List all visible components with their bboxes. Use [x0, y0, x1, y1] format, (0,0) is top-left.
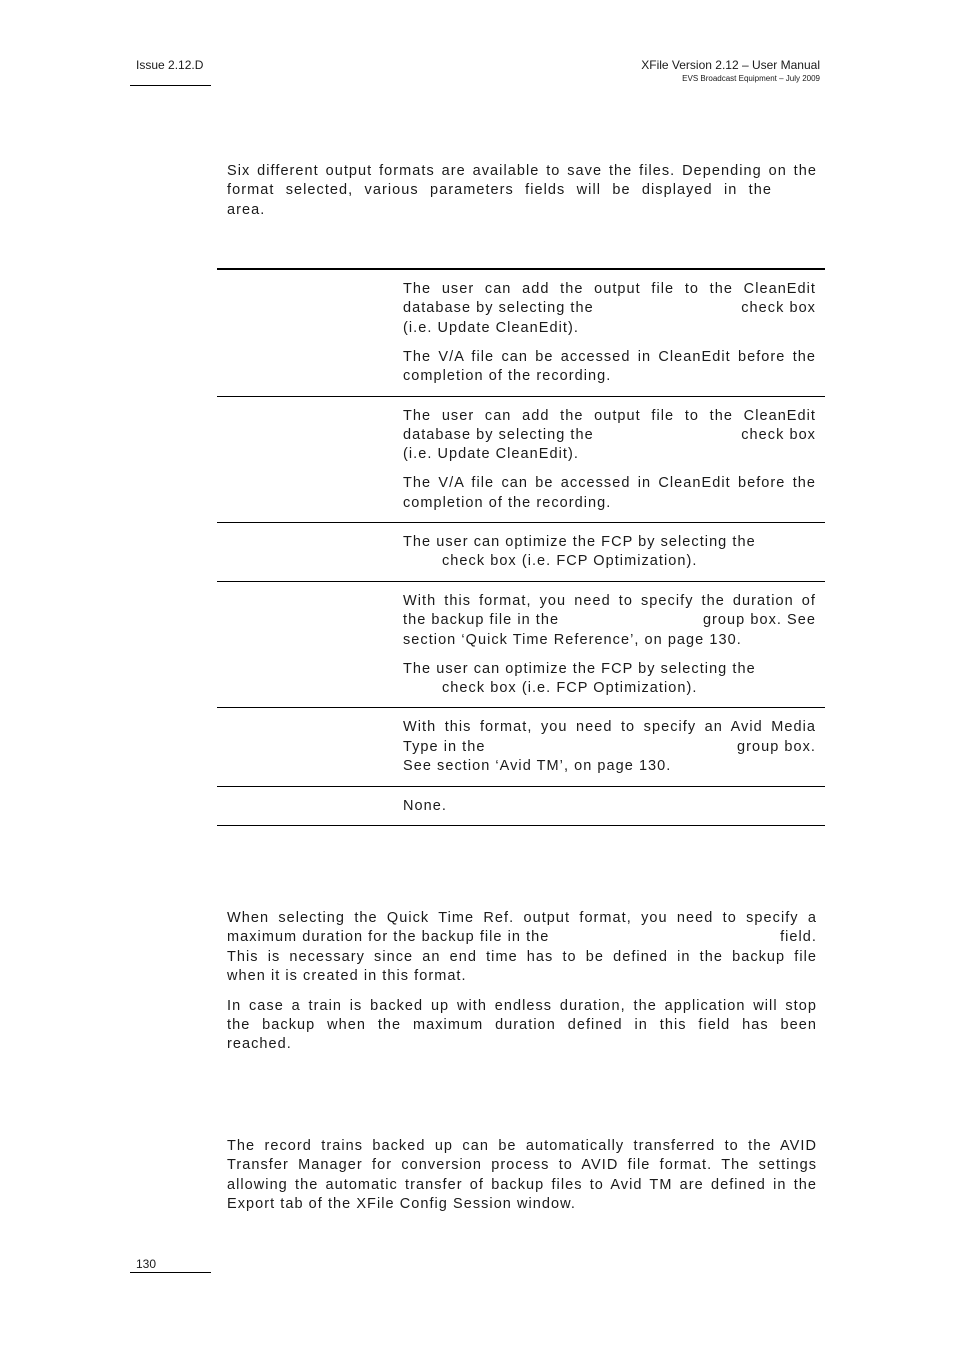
table-row [217, 270, 825, 397]
text-line: Export tab of the XFile Config Session window. [227, 1196, 576, 1213]
text-line: completion of the recording. [403, 494, 612, 511]
text-line: (i.e. Update CleanEdit). [403, 446, 579, 463]
manual-title: XFile Version 2.12 – User Manual [641, 58, 820, 72]
text-line: The V/A file can be accessed in CleanEdit before the [403, 348, 816, 365]
text-line: The user can optimize the FCP by selecting the [403, 660, 756, 677]
text-line: When selecting the Quick Time Ref. output format, you need to specify a [227, 910, 817, 926]
text-line: The user can add the output file to the CleanEdit [403, 407, 816, 424]
body-paragraph [227, 997, 817, 1055]
intro-line: format selected, various parameters fields will be displayed in the [227, 182, 772, 199]
row-paragraph [403, 474, 816, 513]
text-line: This is necessary since an end time has to be defined in the backup file [227, 948, 817, 965]
text-fragment: the backup file in the [403, 612, 560, 629]
table-row [217, 787, 825, 826]
intro-line: Six different output formats are available to save the files. Depending on the [227, 163, 817, 179]
text-fragment: field. [780, 929, 817, 946]
text-line: The V/A file can be accessed in CleanEdit before the [403, 475, 816, 492]
row-paragraph [403, 280, 816, 338]
row-paragraph [403, 533, 816, 572]
text-line: reached. [227, 1036, 292, 1053]
page-number: 130 [136, 1257, 157, 1271]
text-line: completion of the recording. [403, 368, 612, 385]
text-line: the backup when the maximum duration defined in this field has been [227, 1017, 817, 1034]
avid-section [227, 1137, 817, 1225]
row-paragraph [403, 718, 816, 776]
body-paragraph [227, 909, 817, 987]
text-line: The user can add the output file to the CleanEdit [403, 281, 816, 297]
manual-subtitle: EVS Broadcast Equipment – July 2009 [682, 74, 820, 83]
table-row [217, 708, 825, 786]
text-line [227, 928, 817, 947]
intro-line: area. [227, 201, 266, 218]
row-paragraph [403, 348, 816, 387]
row-paragraph [403, 407, 816, 465]
table-row [217, 397, 825, 524]
text-line: See section ‘Avid TM’, on page 130. [403, 758, 672, 775]
text-fragment: check box [741, 426, 816, 443]
text-line: In case a train is backed up with endless duration, the application will stop [227, 997, 817, 1014]
text-fragment: database by selecting the [403, 426, 594, 443]
text-fragment: maximum duration for the backup file in the [227, 929, 550, 946]
row-paragraph [403, 797, 816, 816]
text-line: section ‘Quick Time Reference’, on page 130. [403, 631, 742, 648]
text-line: With this format, you need to specify the duration of [403, 592, 816, 609]
footer-rule [130, 1272, 211, 1273]
text-line: check box (i.e. FCP Optimization). [442, 553, 698, 570]
table-row [217, 523, 825, 582]
text-line [403, 426, 816, 445]
text-fragment: database by selecting the [403, 300, 594, 317]
text-line: The record trains backed up can be automatically transferred to the AVID [227, 1138, 817, 1154]
quicktime-section [227, 909, 817, 1065]
text-line [403, 738, 816, 757]
text-line: check box (i.e. FCP Optimization). [442, 680, 698, 696]
text-line: The user can optimize the FCP by selecting the [403, 534, 756, 551]
header-rule [130, 85, 211, 86]
text-line: None. [403, 797, 447, 814]
text-fragment: group box. See [702, 612, 816, 629]
text-line: allowing the automatic transfer of backup files to Avid TM are defined in the [227, 1176, 817, 1193]
output-formats-table [217, 268, 825, 826]
text-line [403, 299, 816, 318]
text-line: (i.e. Update CleanEdit). [403, 319, 579, 336]
text-fragment: Type in the [403, 738, 486, 755]
row-paragraph [403, 660, 816, 699]
header-block [641, 58, 820, 83]
text-line [403, 611, 816, 630]
issue-label: Issue 2.12.D [136, 58, 204, 72]
text-fragment: group box. [736, 738, 816, 755]
text-line: Transfer Manager for conversion process to AVID file format. The settings [227, 1157, 817, 1174]
intro-paragraph [227, 162, 817, 220]
table-row [217, 582, 825, 709]
row-paragraph [403, 592, 816, 650]
text-line: With this format, you need to specify an Avid Media [403, 719, 816, 736]
text-line: when it is created in this format. [227, 968, 467, 985]
text-fragment: check box [741, 300, 816, 317]
body-paragraph [227, 1137, 817, 1215]
